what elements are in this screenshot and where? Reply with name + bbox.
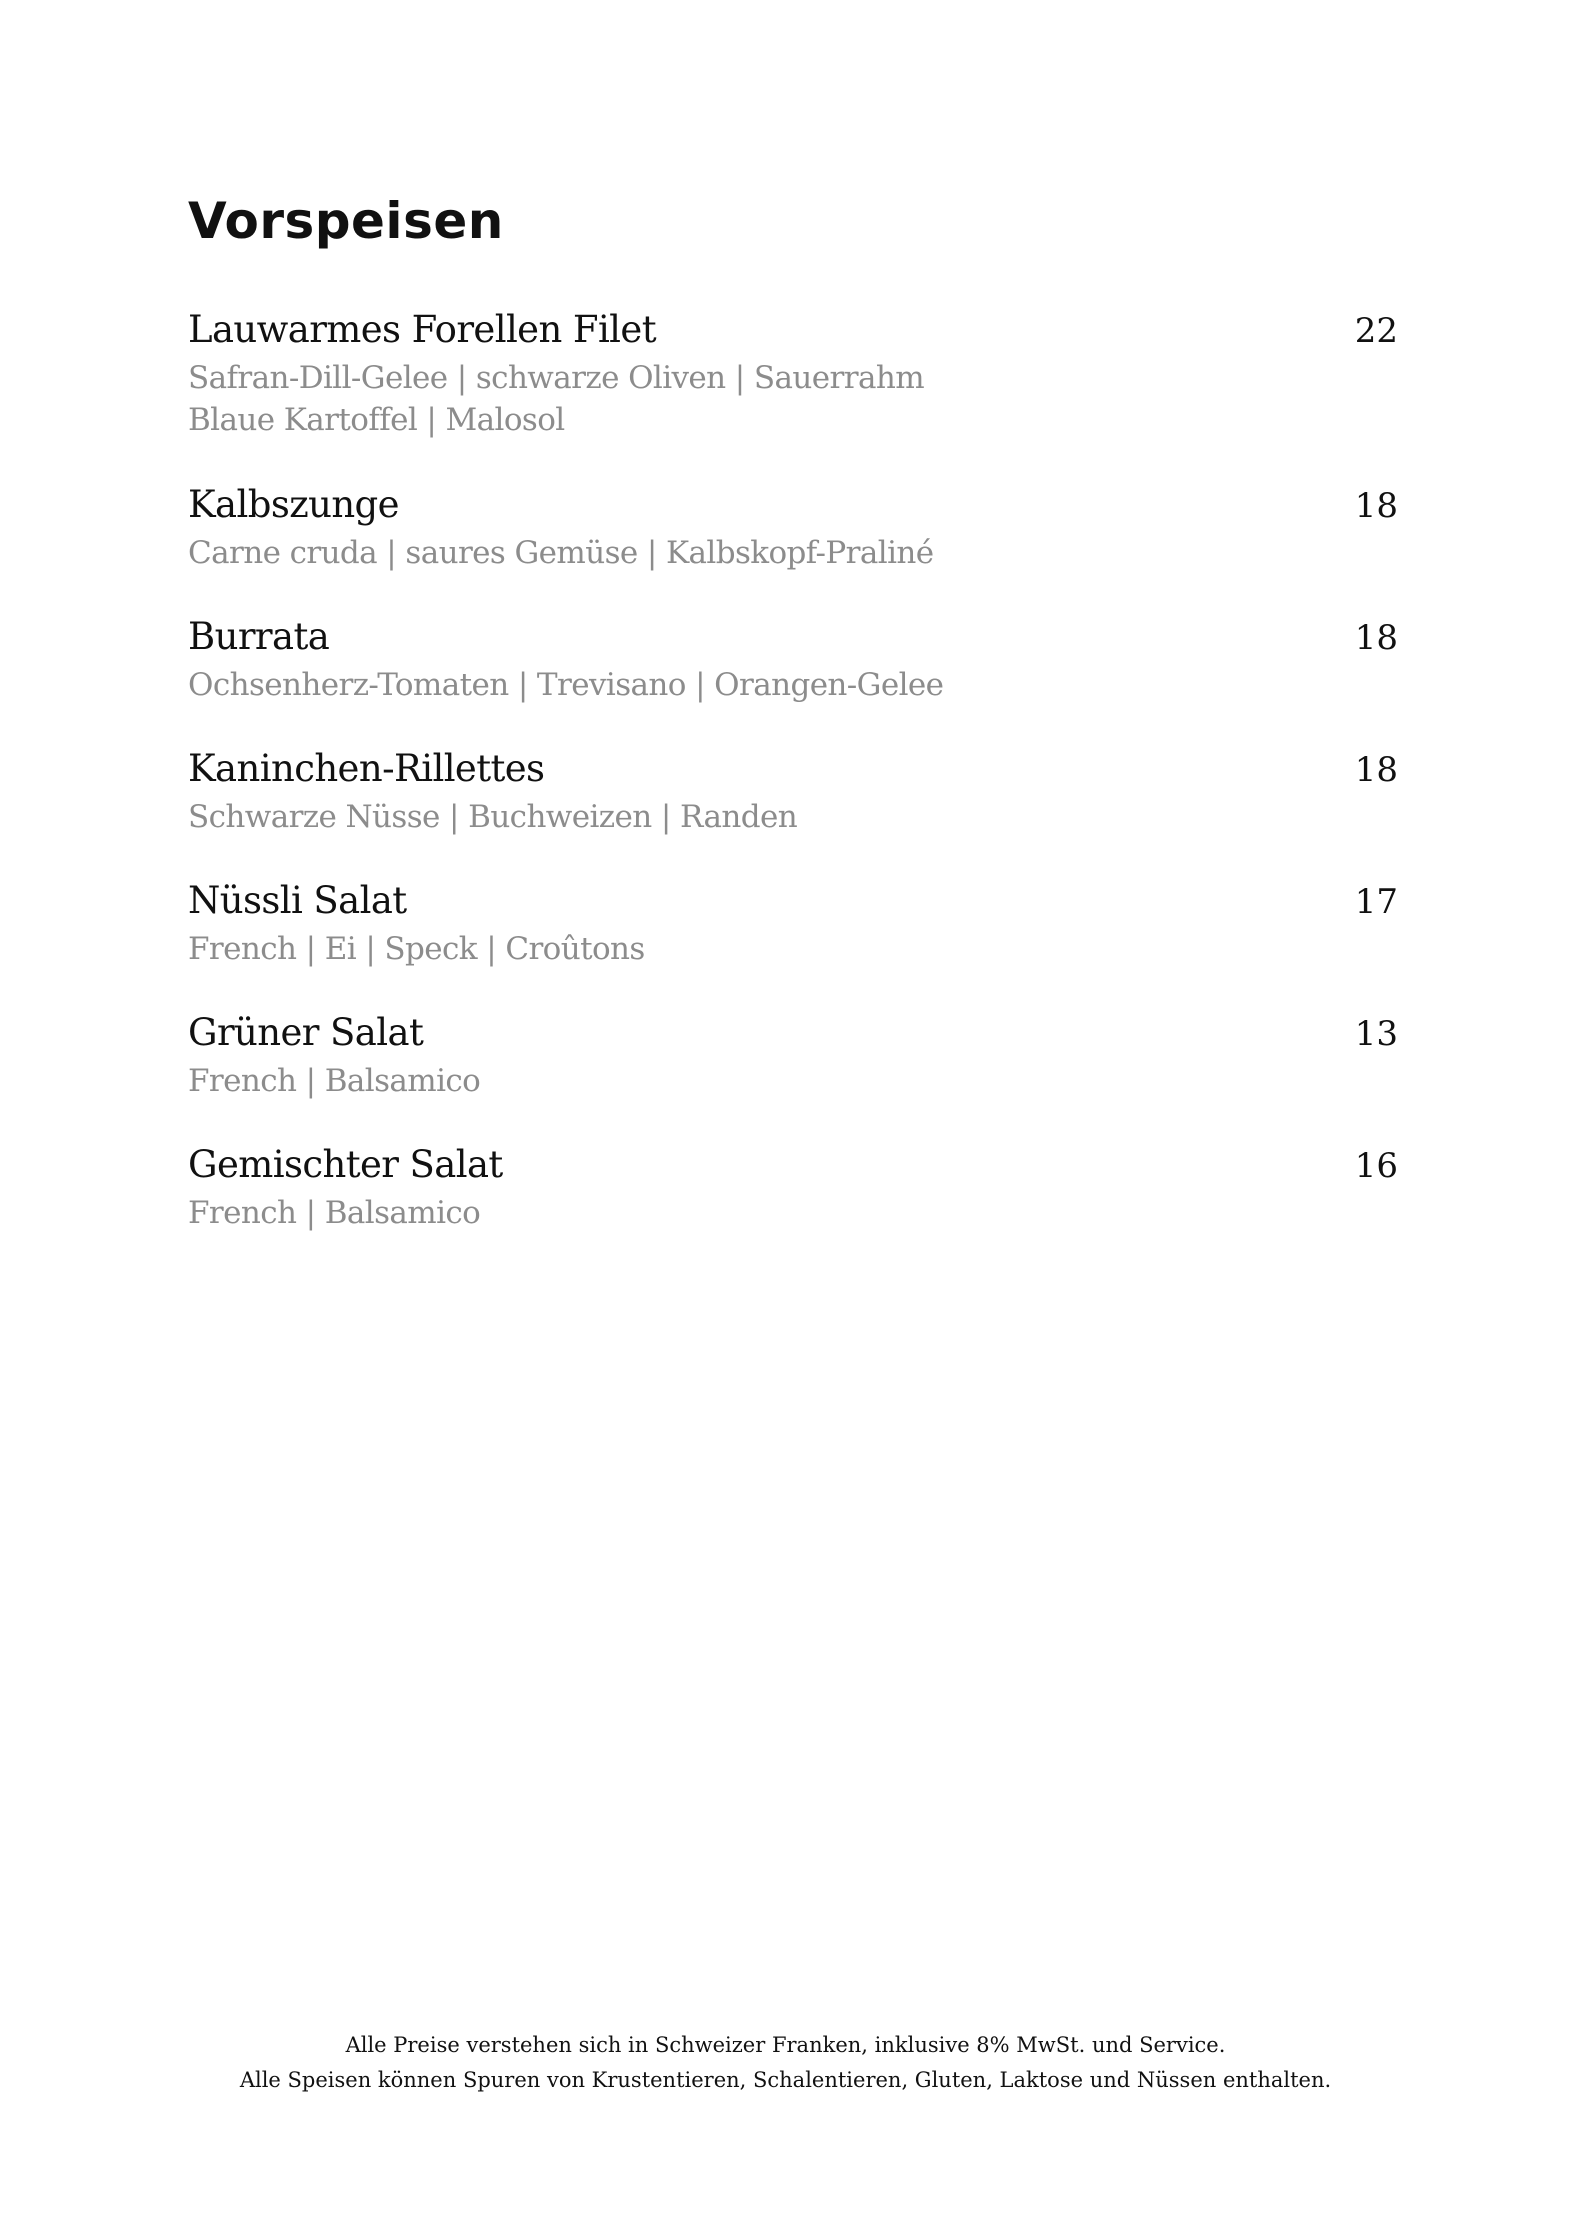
menu-item bbox=[188, 479, 1398, 574]
item-name: Gemischter Salat bbox=[188, 1143, 503, 1186]
menu-item bbox=[188, 1007, 1398, 1102]
item-price: 18 bbox=[1354, 750, 1398, 790]
item-description: Carne cruda | saures Gemüse | Kalbskopf-Praliné bbox=[188, 535, 934, 571]
item-name: Kalbszunge bbox=[188, 483, 399, 526]
item-name: Lauwarmes Forellen Filet bbox=[188, 308, 656, 351]
menu-list bbox=[188, 304, 1398, 1234]
item-description: Safran-Dill-Gelee | schwarze Oliven | Sauerrahm bbox=[188, 360, 925, 396]
item-description: French | Balsamico bbox=[188, 1063, 481, 1099]
menu-item bbox=[188, 875, 1398, 970]
item-description: Ochsenherz-Tomaten | Trevisano | Orangen-Gelee bbox=[188, 667, 944, 703]
item-price: 18 bbox=[1354, 486, 1398, 526]
footer-note bbox=[0, 2028, 1571, 2098]
item-name: Nüssli Salat bbox=[188, 879, 407, 922]
section-heading: Vorspeisen bbox=[188, 192, 504, 250]
item-description: Schwarze Nüsse | Buchweizen | Randen bbox=[188, 799, 798, 835]
item-price: 22 bbox=[1354, 311, 1398, 351]
item-price: 13 bbox=[1354, 1014, 1398, 1054]
item-name: Grüner Salat bbox=[188, 1011, 424, 1054]
footer-price-note: Alle Preise verstehen sich in Schweizer Franken, inklusive 8% MwSt. und Service. bbox=[345, 2033, 1226, 2057]
menu-item bbox=[188, 304, 1398, 441]
item-description: French | Ei | Speck | Croûtons bbox=[188, 931, 645, 967]
item-price: 17 bbox=[1354, 882, 1398, 922]
menu-item bbox=[188, 1139, 1398, 1234]
item-name: Burrata bbox=[188, 615, 330, 658]
item-price: 18 bbox=[1354, 618, 1398, 658]
item-description: French | Balsamico bbox=[188, 1195, 481, 1231]
item-description: Blaue Kartoffel | Malosol bbox=[188, 402, 565, 438]
item-name: Kaninchen-Rillettes bbox=[188, 747, 545, 790]
footer-allergen-note: Alle Speisen können Spuren von Krustentieren, Schalentieren, Gluten, Laktose und Nüssen enthalten. bbox=[239, 2068, 1332, 2092]
menu-item bbox=[188, 611, 1398, 706]
menu-item bbox=[188, 743, 1398, 838]
item-price: 16 bbox=[1354, 1146, 1398, 1186]
